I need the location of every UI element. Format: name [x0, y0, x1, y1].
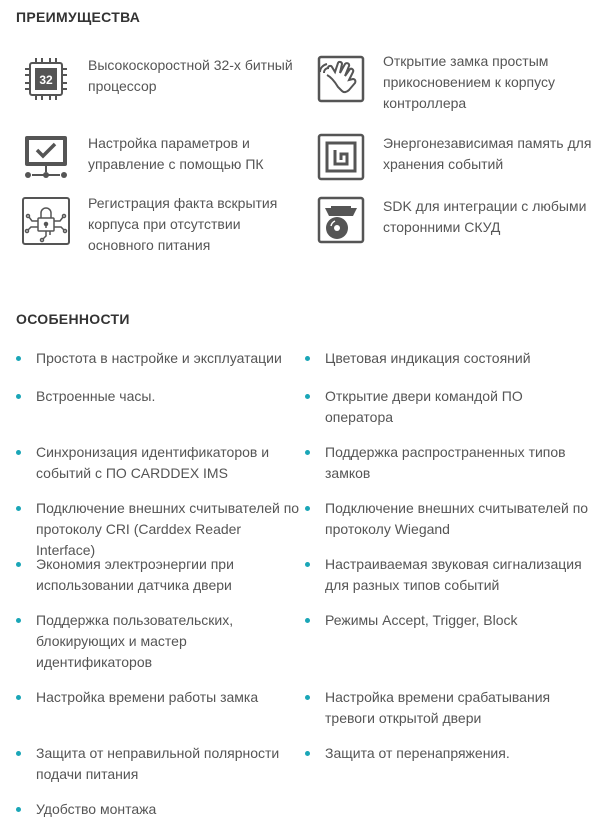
feature-text: Настройка времени работы замка [36, 689, 259, 705]
bullet-icon [305, 506, 310, 511]
bullet-icon [16, 562, 21, 567]
feature-text: Цветовая индикация состояний [325, 350, 531, 366]
bullet-icon [16, 394, 21, 399]
bullet-icon [305, 356, 310, 361]
processor-32-icon [22, 55, 70, 103]
bullet-icon [305, 618, 310, 623]
sdk-disc-icon [317, 196, 365, 244]
bullet-icon [16, 751, 21, 756]
hand-touch-icon [317, 55, 365, 103]
advantage-item [317, 196, 597, 256]
advantage-text: Регистрация факта вскрытия корпуса при отсутствии основного питания [88, 195, 278, 253]
advantage-text: SDK для интеграции с любыми сторонними СКУД [383, 198, 587, 235]
bullet-icon [16, 695, 21, 700]
feature-text: Поддержка пользовательских, блокирующих и мастер идентификаторов [36, 612, 234, 670]
advantage-item [22, 133, 302, 193]
feature-text: Настраиваемая звуковая сигнализация для разных типов событий [325, 556, 582, 593]
svg-text:32: 32 [39, 73, 53, 87]
feature-text: Подключение внешних считывателей по протоколу Wiegand [325, 500, 589, 537]
monitor-settings-icon [22, 133, 70, 181]
feature-text: Синхронизация идентификаторов и событий с ПО CARDDEX IMS [36, 444, 270, 481]
advantage-item [22, 55, 302, 115]
memory-chip-icon [317, 133, 365, 181]
feature-text: Поддержка распространенных типов замков [325, 444, 566, 481]
feature-text: Режимы Accept, Trigger, Block [325, 612, 518, 628]
advantage-text: Высокоскоростной 32-х битный процессор [88, 57, 293, 94]
feature-text: Подключение внешних считывателей по протоколу CRI (Carddex Reader Interface) [36, 500, 300, 558]
bullet-icon [16, 506, 21, 511]
feature-text: Встроенные часы. [36, 388, 156, 404]
bullet-icon [305, 562, 310, 567]
advantage-text: Открытие замка простым прикосновением к корпусу контроллера [383, 53, 555, 111]
feature-text: Экономия электроэнергии при использовании датчика двери [36, 556, 234, 593]
advantage-item [317, 133, 597, 193]
bullet-icon [305, 695, 310, 700]
bullet-icon [305, 751, 310, 756]
advantage-item [317, 51, 597, 111]
bullet-icon [16, 807, 21, 812]
bullet-icon [305, 394, 310, 399]
features-heading: ОСОБЕННОСТИ [16, 311, 130, 327]
feature-text: Удобство монтажа [36, 801, 157, 817]
tamper-lock-icon [22, 197, 70, 245]
feature-text: Открытие двери командой ПО оператора [325, 388, 523, 425]
bullet-icon [16, 356, 21, 361]
feature-text: Простота в настройке и эксплуатации [36, 350, 282, 366]
advantages-heading: ПРЕИМУЩЕСТВА [16, 9, 141, 25]
feature-text: Защита от неправильной полярности подачи питания [36, 745, 280, 782]
advantage-text: Настройка параметров и управление с помощью ПК [88, 135, 264, 172]
advantage-item [22, 193, 302, 253]
bullet-icon [16, 450, 21, 455]
feature-text: Защита от перенапряжения. [325, 745, 510, 761]
feature-text: Настройка времени срабатывания тревоги открытой двери [325, 689, 551, 726]
bullet-icon [16, 618, 21, 623]
advantage-text: Энергонезависимая память для хранения событий [383, 135, 592, 172]
bullet-icon [305, 450, 310, 455]
